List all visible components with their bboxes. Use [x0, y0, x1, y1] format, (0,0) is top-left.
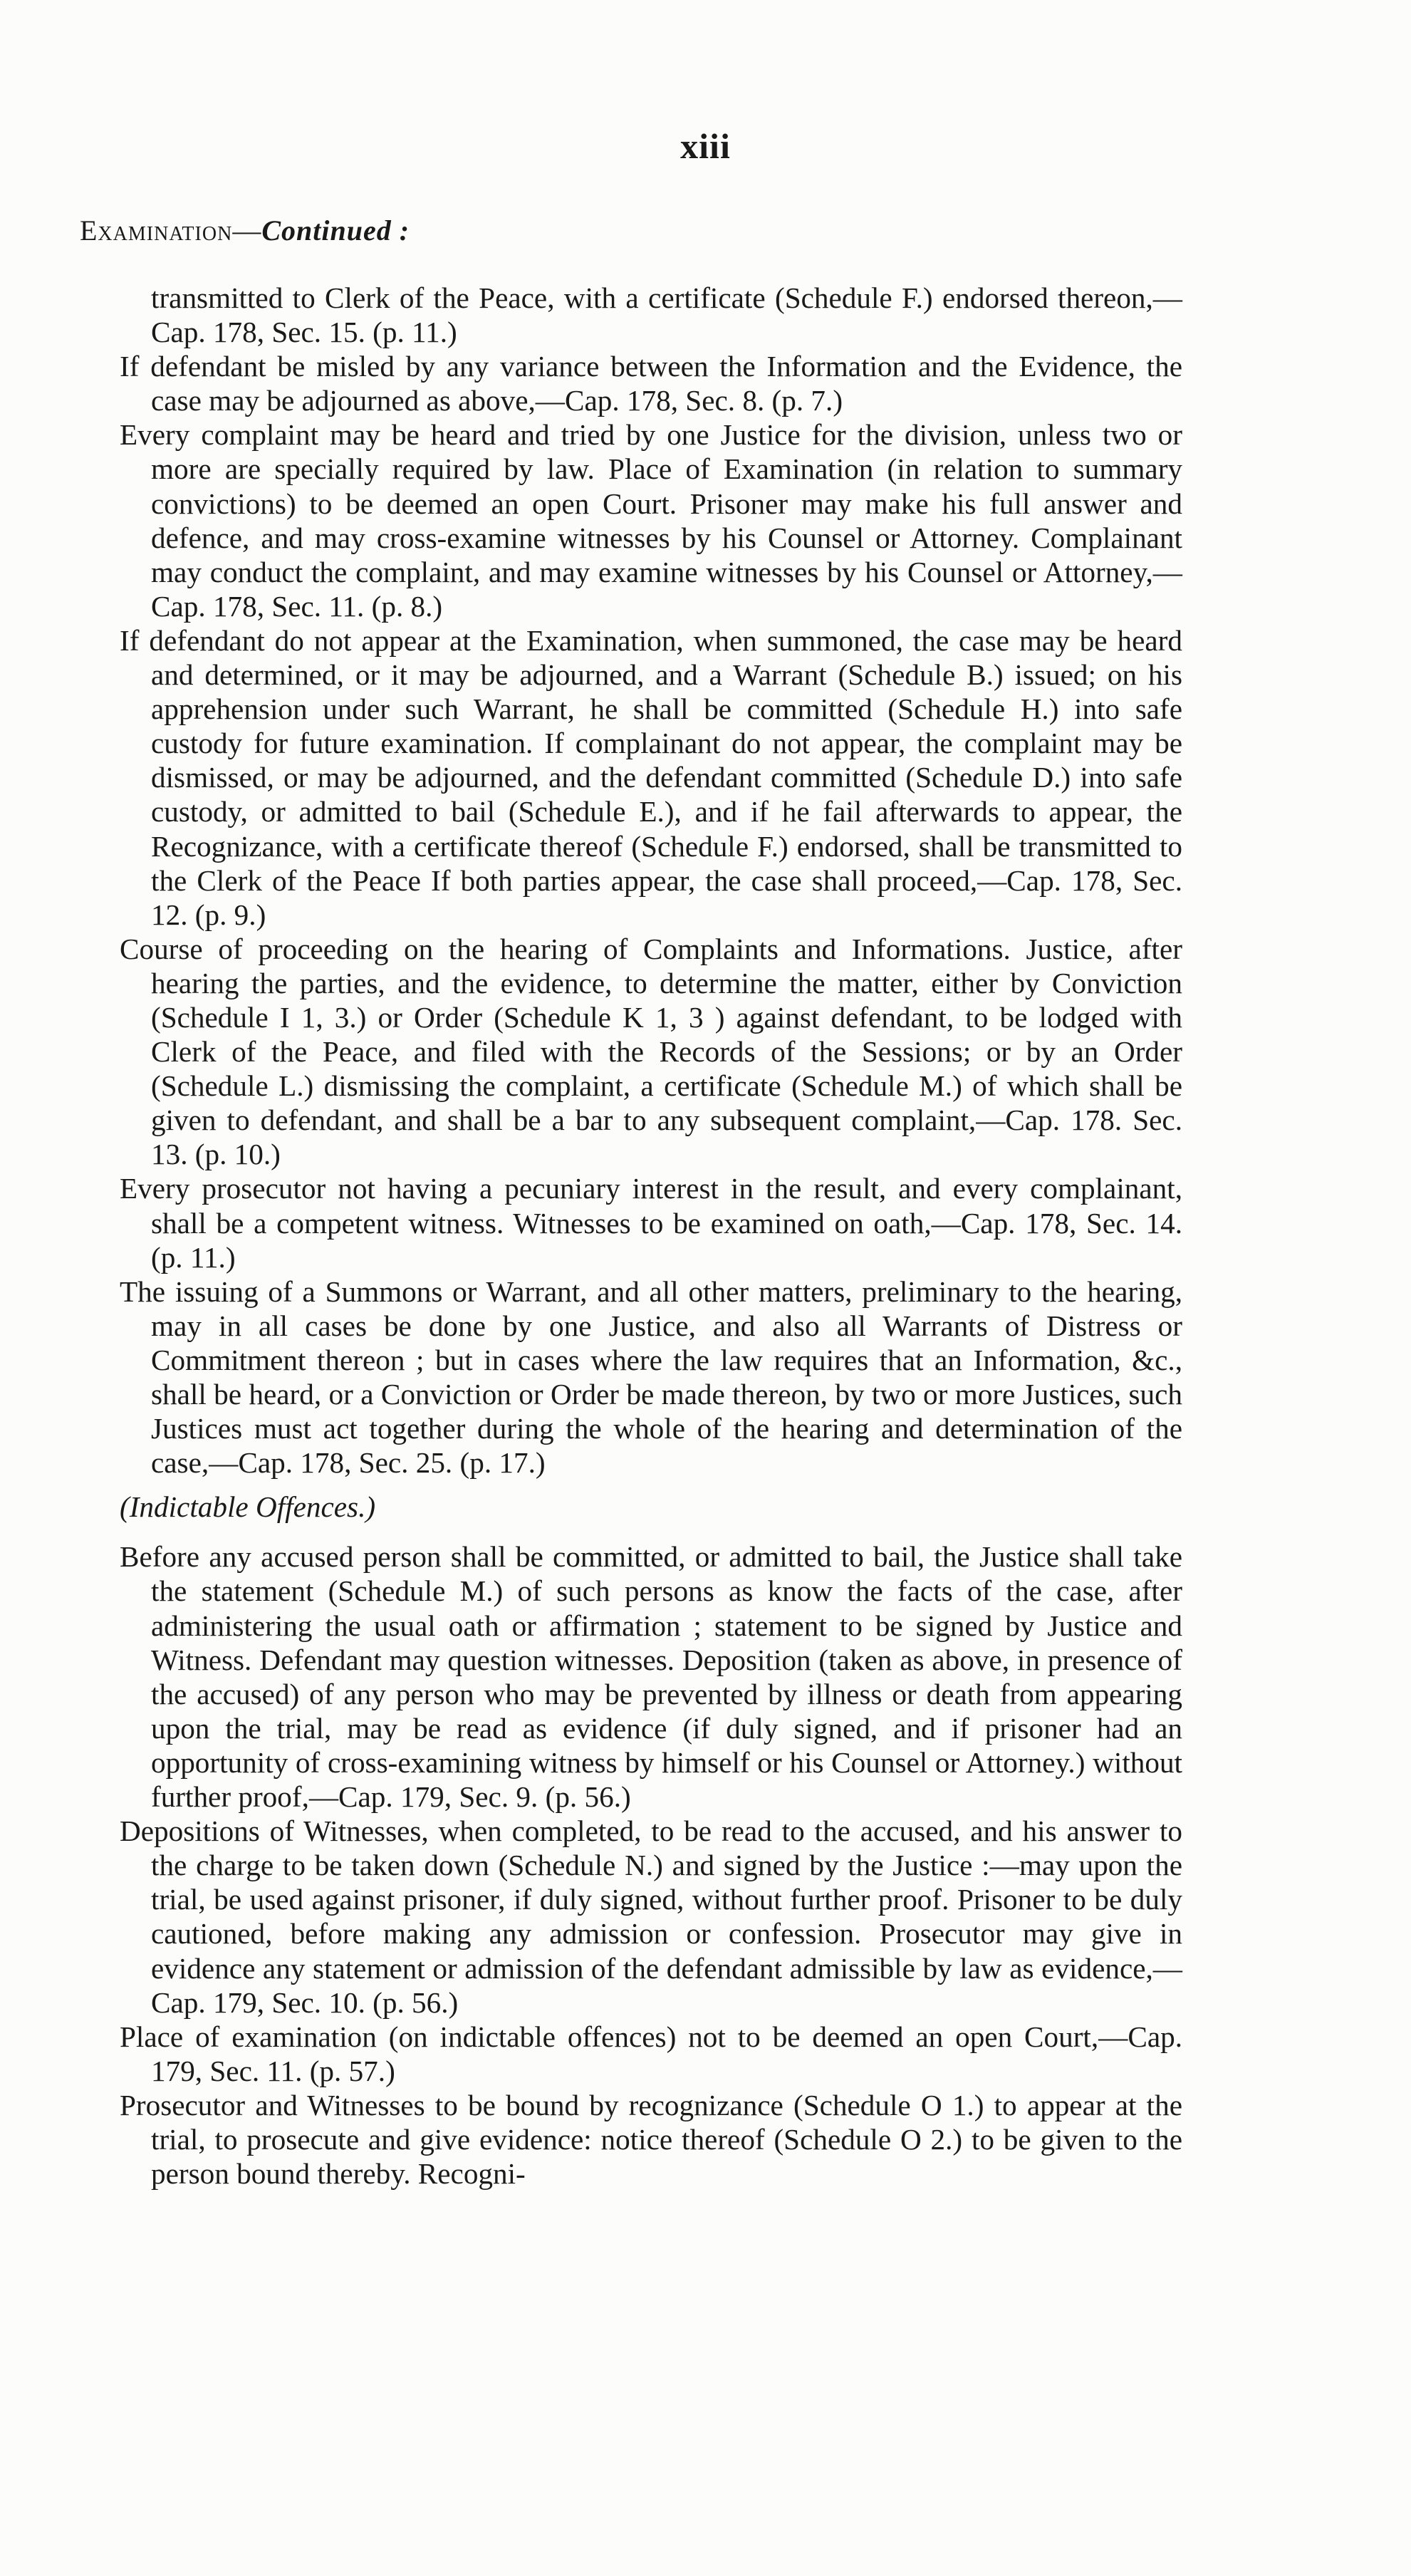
- heading-dash: —: [232, 214, 262, 246]
- entry-paragraph: If defendant be misled by any variance between the Information and the Evidence, the case may be adjourned as above,—Cap. 178, Sec. 8. (p. 7.): [120, 350, 1182, 417]
- entry-paragraph: Before any accused person shall be committed, or admitted to bail, the Justice shall take the statement (Schedule M.) of such persons as know the facts of the case, after administering the usual oath or affirmation ; statement to be signed by Justice and Witness. Defendant may question witnesses. Deposition (taken as above, in presence of the accused) of any person who may be prevented by illness or death from appearing upon the trial, may be read as evidence (if duly signed, and if prisoner had an opportunity of cross-examining witness by himself or his Counsel or Attorney.) without further proof,—Cap. 179, Sec. 9. (p. 56.): [120, 1540, 1182, 1814]
- heading-continued: Continued :: [261, 214, 410, 246]
- running-heading: [80, 214, 410, 247]
- entry-paragraph: Every complaint may be heard and tried by one Justice for the division, unless two or more are specially required by law. Place of Examination (in relation to summary convictions) to be deemed an open Court. Prisoner may make his full answer and defence, and may cross-examine witnesses by his Counsel or Attorney. Complainant may conduct the complaint, and may examine witnesses by his Counsel or Attorney,—Cap. 178, Sec. 11. (p. 8.): [120, 418, 1182, 623]
- entry-paragraph: Prosecutor and Witnesses to be bound by recognizance (Schedule O 1.) to appear at the trial, to prosecute and give evidence: notice thereof (Schedule O 2.) to be given to the person bound thereby. Recogni-: [120, 2088, 1182, 2191]
- entry-paragraph: If defendant do not appear at the Examination, when summoned, the case may be heard and determined, or it may be adjourned, and a Warrant (Schedule B.) issued; on his apprehension under such Warrant, he shall be committed (Schedule H.) into safe custody for future examination. If complainant do not appear, the complaint may be dismissed, or may be adjourned, and the defendant committed (Schedule D.) into safe custody, or admitted to bail (Schedule E.), and if he fail afterwards to appear, the Recognizance, with a certificate thereof (Schedule F.) endorsed, shall be transmitted to the Clerk of the Peace If both parties appear, the case shall proceed,—Cap. 178, Sec. 12. (p. 9.): [120, 623, 1182, 931]
- entry-paragraph: The issuing of a Summons or Warrant, and all other matters, preliminary to the hearing, may in all cases be done by one Justice, and also all Warrants of Distress or Commitment thereon ; but in cases where the law requires that an Information, &c., shall be heard, or a Conviction or Order be made thereon, by two or more Justices, such Justices must act together during the whole of the hearing and determination of the case,—Cap. 178, Sec. 25. (p. 17.): [120, 1274, 1182, 1480]
- entry-paragraph: Depositions of Witnesses, when completed, to be read to the accused, and his answer to the charge to be taken down (Schedule N.) and signed by the Justice :—may upon the trial, be used against prisoner, if duly signed, without further proof. Prisoner to be duly cautioned, before making any admission or confession. Prosecutor may give in evidence any statement or admission of the defendant admissible by law as evidence,—Cap. 179, Sec. 10. (p. 56.): [120, 1814, 1182, 2019]
- entry-paragraph: Course of proceeding on the hearing of Complaints and Informations. Justice, after hearing the parties, and the evidence, to determine the matter, either by Conviction (Schedule I 1, 3.) or Order (Schedule K 1, 3 ) against defendant, to be lodged with Clerk of the Peace, and filed with the Records of the Sessions; or by an Order (Schedule L.) dismissing the complaint, a certificate (Schedule M.) of which shall be given to defendant, and shall be a bar to any subsequent complaint,—Cap. 178. Sec. 13. (p. 10.): [120, 932, 1182, 1171]
- page-number: xiii: [680, 126, 731, 166]
- heading-title: Examination: [80, 214, 233, 246]
- section-subheading: (Indictable Offences.): [120, 1490, 376, 1524]
- entry-paragraph: Every prosecutor not having a pecuniary interest in the result, and every complainant, shall be a competent witness. Witnesses to be examined on oath,—Cap. 178, Sec. 14. (p. 11.): [120, 1172, 1182, 1274]
- entry-paragraph: Place of examination (on indictable offences) not to be deemed an open Court,—Cap. 179, Sec. 11. (p. 57.): [120, 2020, 1182, 2087]
- continued-paragraph: transmitted to Clerk of the Peace, with a certificate (Schedule F.) endorsed thereon,—Cap. 178, Sec. 15. (p. 11.): [151, 281, 1182, 349]
- body-text: [120, 281, 1182, 2191]
